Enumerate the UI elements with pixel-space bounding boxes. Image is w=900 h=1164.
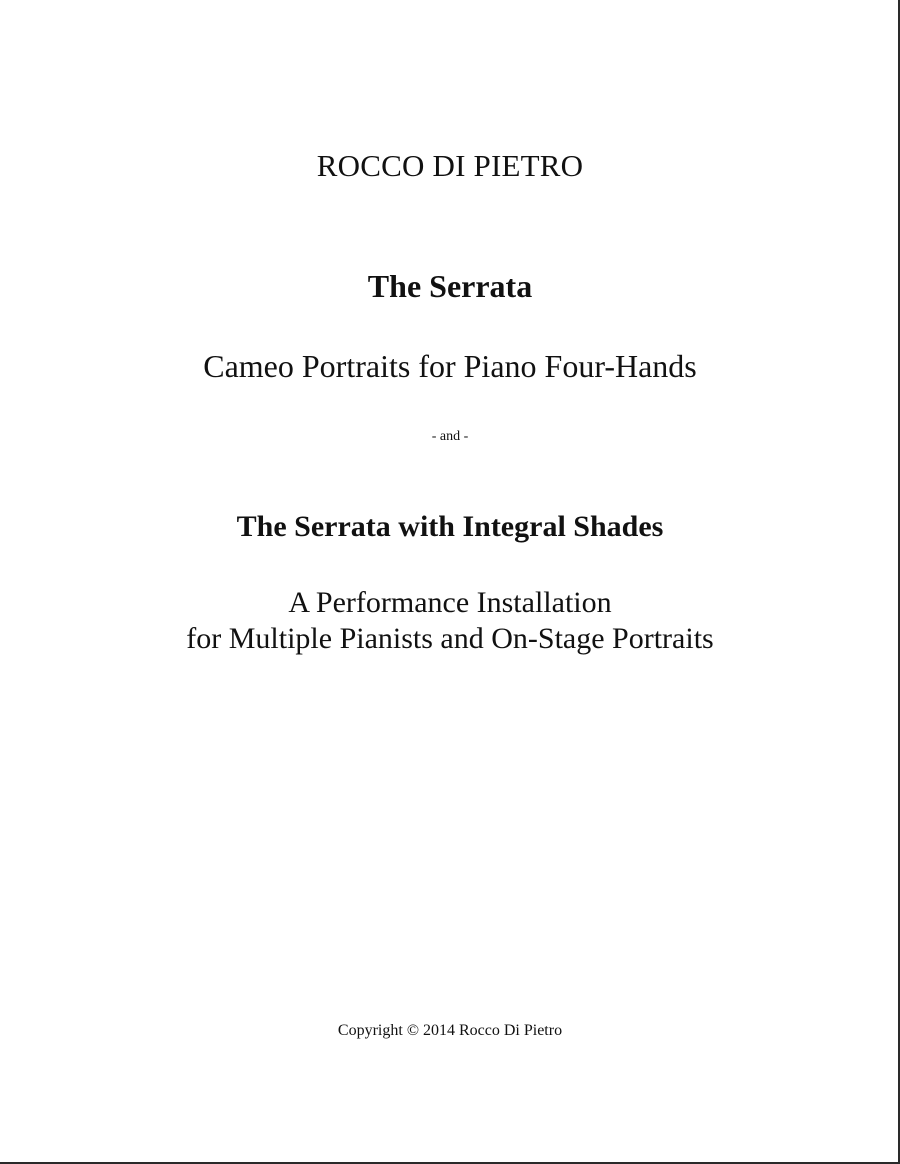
copyright-notice: Copyright © 2014 Rocco Di Pietro	[337, 1022, 563, 1039]
conjunction-text: - and -	[431, 429, 469, 444]
work-1-subtitle: Cameo Portraits for Piano Four-Hands	[203, 348, 697, 384]
work-2-subtitle-line-1: A Performance Installation	[288, 586, 612, 619]
work-1-title: The Serrata	[367, 268, 533, 304]
work-2-title: The Serrata with Integral Shades	[236, 510, 664, 543]
composer-name: ROCCO DI PIETRO	[316, 148, 584, 183]
work-2-subtitle-line-2: for Multiple Pianists and On-Stage Portraits	[186, 622, 714, 655]
